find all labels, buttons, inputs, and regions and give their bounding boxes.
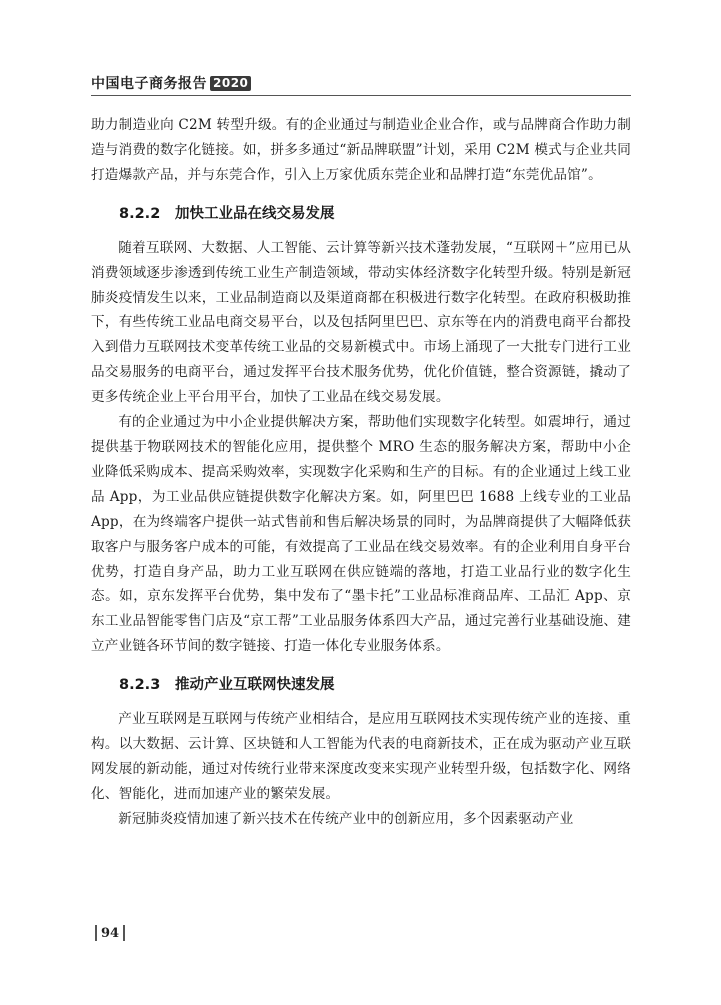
page-number: 94 bbox=[101, 925, 120, 941]
paragraph-continued: 助力制造业向 C2M 转型升级。有的企业通过与制造业企业合作，或与品牌商合作助力制造与消费的数字化链接。如，拼多多通过“新品牌联盟”计划，采用 C2M 模式与企业共同打造爆款产品，并与东莞合作，引入上万家优质东莞企业和品牌打造“东莞优品馆”。 bbox=[91, 117, 631, 183]
section-number: 8.2.3 bbox=[119, 677, 161, 694]
page-body bbox=[91, 113, 631, 832]
paragraph: 有的企业通过为中小企业提供解决方案，帮助他们实现数字化转型。如震坤行，通过提供基于物联网技术的智能化应用，提供整个 MRO 生态的服务解决方案，帮助中小企业降低采购成本、提高采购效率，实现数字化采购和生产的目标。有的企业通过上线工业品 App，为工业品供应链提供数字化解决方案。如，阿里巴巴 1688 上线专业的工业品 App，在为终端客户提供一站式售前和售后解决场景的同时，为品牌商提供了大幅降低获取客户与服务客户成本的可能，有效提高了工业品在线交易效率。有的企业利用自身平台优势，打造自身产品，助力工业互联网在供应链端的落地，打造工业品行业的数字化生态。如，京东发挥平台优势，集中发布了“墨卡托”工业品标准商品库、工品汇 App、京东工业品智能零售门店及“京工帮”工业品服务体系四大产品，通过完善行业基础设施、建立产业链各环节间的数字链接、打造一体化专业服务体系。 bbox=[91, 414, 631, 655]
section-title: 加快工业品在线交易发展 bbox=[175, 205, 335, 222]
footer-bar-left bbox=[95, 925, 97, 941]
section-title: 推动产业互联网快速发展 bbox=[175, 677, 335, 694]
header-divider bbox=[91, 95, 631, 96]
page-footer bbox=[91, 925, 129, 941]
paragraph: 产业互联网是互联网与传统产业相结合，是应用互联网技术实现传统产业的连接、重构。以大数据、云计算、区块链和人工智能为代表的电商新技术，正在成为驱动产业互联网发展的新动能，通过对传统行业带来深度改变来实现产业转型升级，包括数字化、网络化、智能化，进而加速产业的繁荣发展。 bbox=[91, 711, 631, 802]
section-number: 8.2.2 bbox=[119, 205, 161, 222]
section-heading-8-2-3 bbox=[91, 673, 631, 697]
paragraph: 随着互联网、大数据、人工智能、云计算等新兴技术蓬勃发展，“互联网＋”应用已从消费领域逐步渗透到传统工业生产制造领域，带动实体经济数字化转型升级。特别是新冠肺炎疫情发生以来，工业品制造商以及渠道商都在积极进行数字化转型。在政府积极助推下，有些传统工业品电商交易平台，以及包括阿里巴巴、京东等在内的消费电商平台都投入到借力互联网技术变革传统工业品的交易新模式中。市场上涌现了一大批专门进行工业品交易服务的电商平台，通过发挥平台技术服务优势，优化价值链，整合资源链，撬动了更多传统企业上平台用平台，加快了工业品在线交易发展。 bbox=[91, 239, 631, 406]
report-title: 中国电子商务报告 bbox=[91, 76, 207, 92]
paragraph: 新冠肺炎疫情加速了新兴技术在传统产业中的创新应用，多个因素驱动产业 bbox=[118, 810, 574, 827]
report-year-badge: 2020 bbox=[210, 76, 251, 91]
footer-bar-right bbox=[123, 925, 125, 941]
running-header bbox=[91, 73, 251, 93]
section-heading-8-2-2 bbox=[91, 202, 631, 226]
